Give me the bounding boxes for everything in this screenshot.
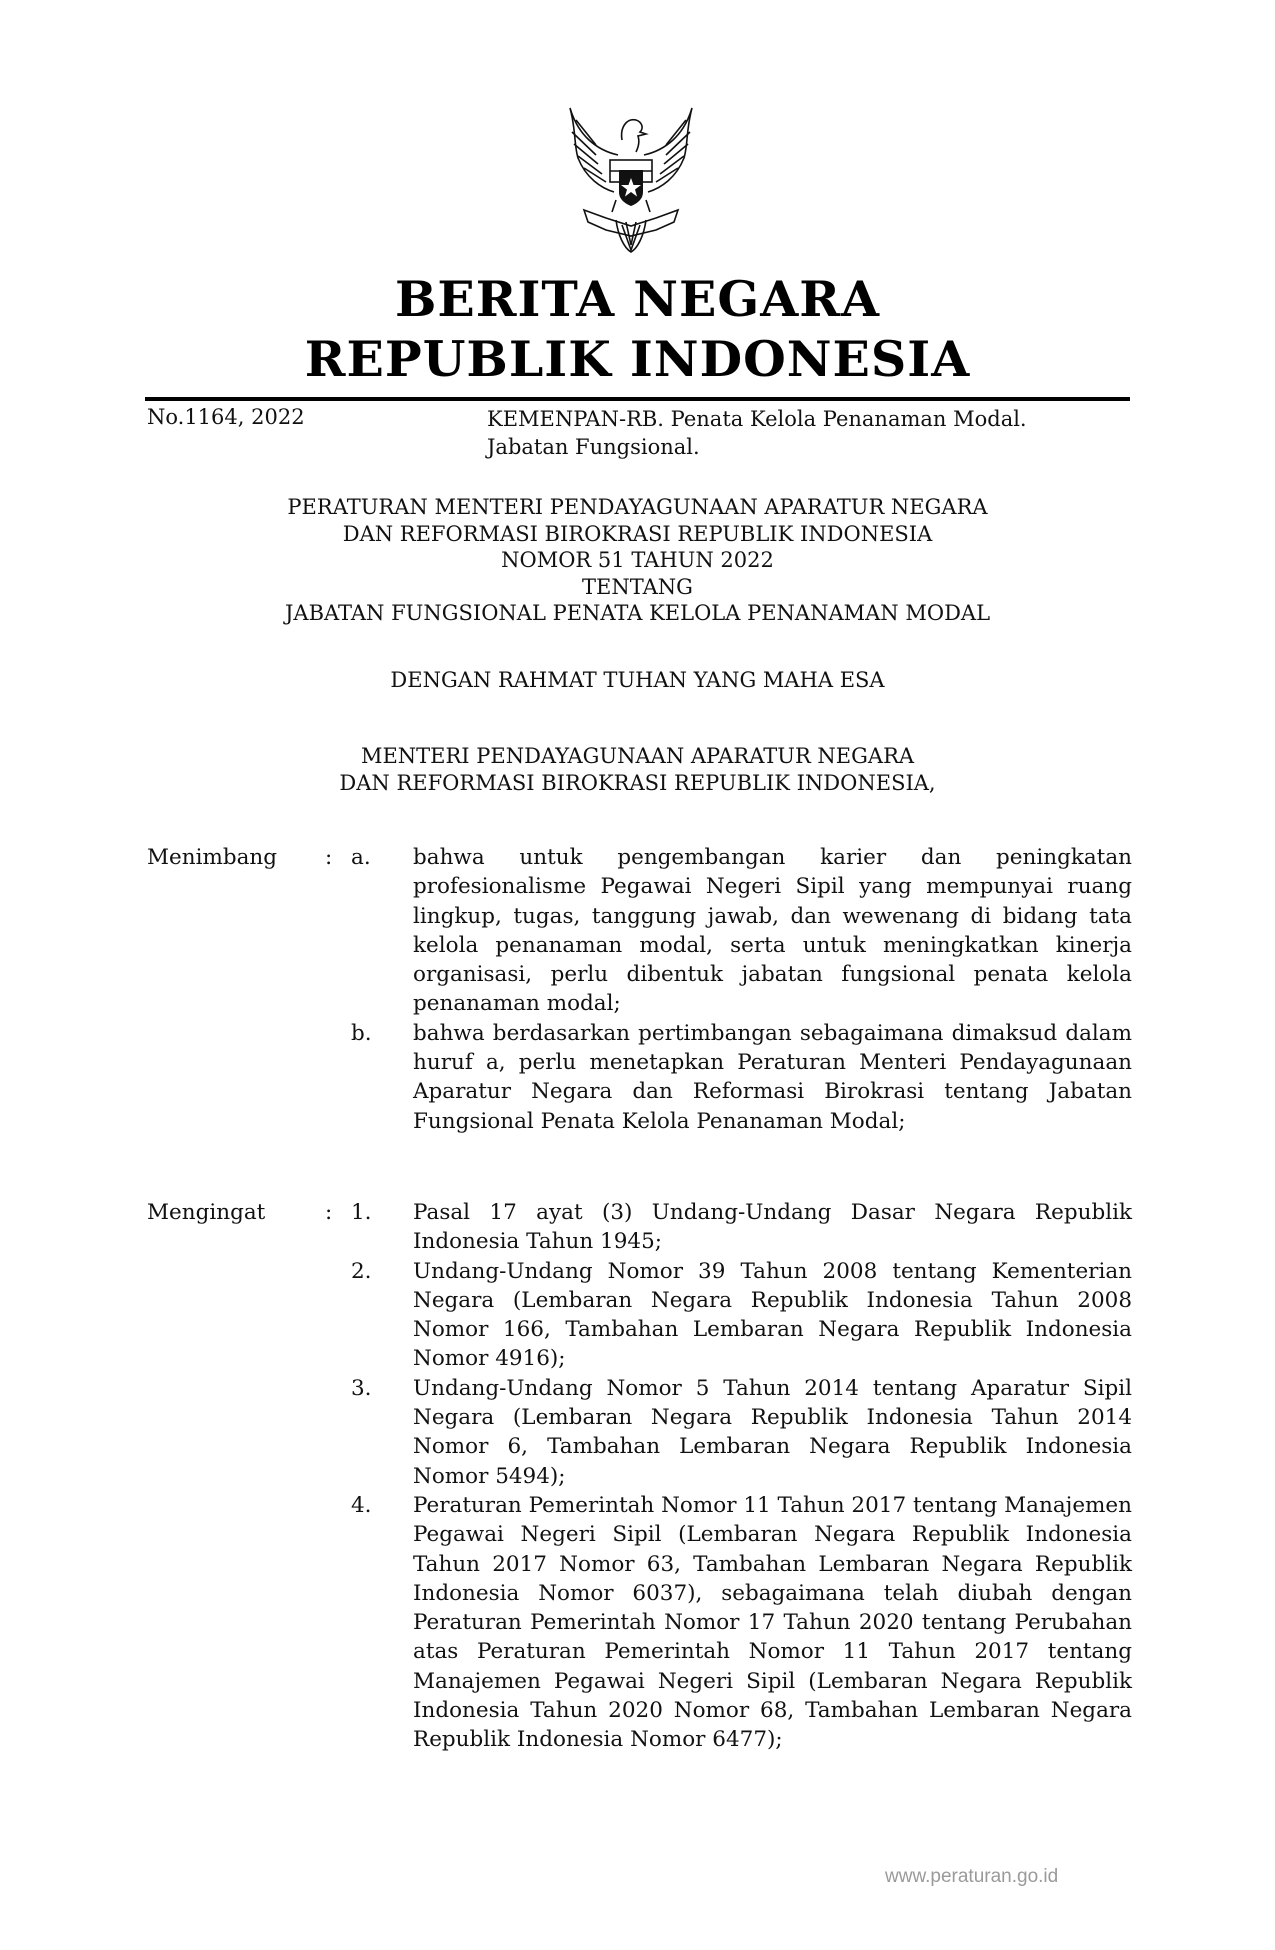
item-text: bahwa berdasarkan pertimbangan sebagaimana dimaksud dalam huruf a, perlu menetapkan Peraturan Menteri Pendayagunaan Aparatur Negara dan Reformasi Birokrasi tentang Jabatan Fungsional Penata Kelola Penanaman Modal; [413, 1020, 1132, 1134]
garuda-emblem-icon [556, 100, 706, 260]
gazette-description-line2: Jabatan Fungsional. [487, 435, 700, 459]
header-divider [145, 397, 1130, 401]
item-marker: b. [351, 1020, 372, 1046]
item-marker: 4. [351, 1492, 372, 1518]
menimbang-section [147, 843, 1132, 1136]
gazette-description [487, 405, 1137, 461]
regulation-heading-line: NOMOR 51 TAHUN 2022 [501, 548, 774, 572]
website-footer-link[interactable]: www.peraturan.go.id [885, 1866, 1059, 1887]
item-text: Pasal 17 ayat (3) Undang-Undang Dasar Negara Republik Indonesia Tahun 1945; [413, 1200, 1132, 1255]
menimbang-item [351, 1019, 1132, 1136]
regulation-heading [0, 494, 1275, 627]
issuer-line: DAN REFORMASI BIROKRASI REPUBLIK INDONESIA, [339, 770, 936, 795]
menimbang-colon: : [325, 845, 333, 870]
regulation-heading-line: TENTANG [582, 574, 693, 599]
menimbang-item [351, 843, 1132, 1019]
mengingat-item [351, 1374, 1132, 1491]
item-text: Peraturan Pemerintah Nomor 11 Tahun 2017 tentang Manajemen Pegawai Negeri Sipil (Lembaran Negara Republik Indonesia Tahun 2017 Nomor 63, Tambahan Lembaran Negara Republik Indonesia Nomor 6037), sebagaimana telah diubah dengan Peraturan Pemerintah Nomor 17 Tahun 2020 tentang Perubahan atas Peraturan Pemerintah Nomor 11 Tahun 2017 tentang Manajemen Pegawai Negeri Sipil (Lembaran Negara Republik Indonesia Tahun 2020 Nomor 68, Tambahan Lembaran Negara Republik Indonesia Nomor 6477); [413, 1492, 1132, 1753]
item-marker: a. [351, 845, 371, 870]
regulation-heading-line: DAN REFORMASI BIROKRASI REPUBLIK INDONESIA [342, 521, 933, 546]
item-marker: 2. [351, 1258, 372, 1284]
issuer-line: MENTERI PENDAYAGUNAAN APARATUR NEGARA [360, 744, 915, 768]
invocation: DENGAN RAHMAT TUHAN YANG MAHA ESA [390, 668, 885, 692]
gazette-description-line1: KEMENPAN-RB. Penata Kelola Penanaman Modal. [487, 407, 1027, 431]
mengingat-item [351, 1257, 1132, 1374]
regulation-heading-line: PERATURAN MENTERI PENDAYAGUNAAN APARATUR NEGARA [287, 495, 988, 519]
item-text: bahwa untuk pengembangan karier dan peningkatan profesionalisme Pegawai Negeri Sipil yang mempunyai ruang lingkup, tugas, tanggung jawab, dan wewenang di bidang tata kelola penanaman modal, serta untuk meningkatkan kinerja organisasi, perlu dibentuk jabatan fungsional penata kelola penanaman modal; [413, 845, 1132, 1017]
mengingat-colon: : [325, 1200, 333, 1225]
item-marker: 3. [351, 1375, 372, 1401]
item-text: Undang-Undang Nomor 5 Tahun 2014 tentang Aparatur Sipil Negara (Lembaran Negara Republik Indonesia Tahun 2014 Nomor 6, Tambahan Lembaran Negara Republik Indonesia Nomor 5494); [413, 1375, 1132, 1489]
mengingat-label: Mengingat [147, 1200, 266, 1225]
issuer-block [0, 743, 1275, 796]
gazette-title-line2: REPUBLIK INDONESIA [304, 330, 971, 388]
mengingat-item [351, 1198, 1132, 1257]
gazette-title-line1: BERITA NEGARA [394, 270, 880, 328]
regulation-heading-line: JABATAN FUNGSIONAL PENATA KELOLA PENANAMAN MODAL [284, 601, 991, 625]
item-text: Undang-Undang Nomor 39 Tahun 2008 tentang Kementerian Negara (Lembaran Negara Republik Indonesia Tahun 2008 Nomor 166, Tambahan Lembaran Negara Republik Indonesia Nomor 4916); [413, 1258, 1132, 1372]
item-marker: 1. [351, 1200, 372, 1225]
mengingat-section [147, 1198, 1132, 1755]
gazette-number: No.1164, 2022 [147, 405, 305, 429]
mengingat-item [351, 1491, 1132, 1755]
menimbang-label: Menimbang [147, 845, 278, 870]
